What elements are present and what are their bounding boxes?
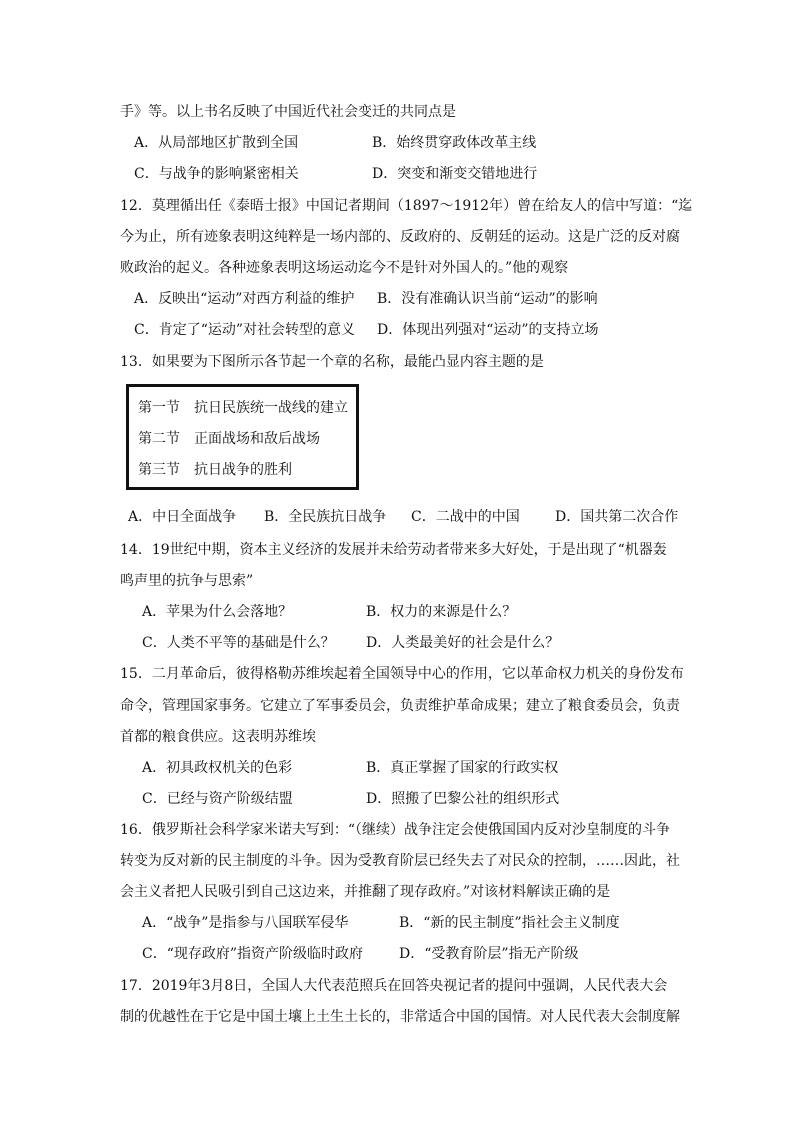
q16-option-a: A．“战争”是指参与八国联军侵华 — [142, 915, 349, 931]
q11-stem-tail: 手》等。以上书名反映了中国近代社会变迁的共同点是 — [120, 104, 456, 120]
q14-stem-line-1: 14．19世纪中期，资本主义经济的发展并未给劳动者带来多大好处，于是出现了“机器轰 — [120, 542, 667, 558]
q12-stem-line-2: 今为止，所有迹象表明这纯粹是一场内部的、反政府的、反朝廷的运动。这是广泛的反对腐 — [120, 229, 680, 245]
q11-option-d: D．突变和渐变交错地进行 — [372, 166, 538, 182]
q16-option-d: D．“受教育阶层”指无产阶级 — [399, 946, 579, 962]
q16-stem-line-2: 转变为反对新的民主制度的斗争。因为受教育阶层已经失去了对民众的控制，……因此，社 — [120, 853, 680, 869]
q15-stem-line-2: 命令，管理国家事务。它建立了军事委员会，负责维护革命成果；建立了粮食委员会，负责 — [120, 698, 680, 714]
q12-stem-line-1: 12．莫理循出任《泰晤士报》中国记者期间（1897～1912年）曾在给友人的信中写道：“迄 — [120, 198, 693, 214]
q13-box-line-1: 第一节 抗日民族统一战线的建立 — [138, 400, 348, 416]
q15-option-d: D．照搬了巴黎公社的组织形式 — [366, 791, 560, 807]
q12-stem-line-3: 败政治的起义。各种迹象表明这场运动迄今不是针对外国人的。”他的观察 — [120, 260, 569, 276]
q14-option-d: D．人类最美好的社会是什么？ — [366, 635, 560, 651]
q12-option-b: B．没有准确认识当前“运动”的影响 — [377, 291, 598, 307]
q13-option-a: A．中日全面战争 — [128, 509, 237, 525]
q14-stem-line-2: 鸣声里的抗争与思索” — [120, 573, 254, 589]
q15-stem-line-1: 15．二月革命后，彼得格勒苏维埃起着全国领导中心的作用，它以革命权力机关的身份发布 — [120, 666, 684, 682]
q15-option-c: C．已经与资产阶级结盟 — [142, 791, 293, 807]
q16-stem-line-3: 会主义者把人民吸引到自己这边来，并推翻了现存政府。”对该材料解读正确的是 — [120, 884, 611, 900]
q14-option-c: C．人类不平等的基础是什么？ — [142, 635, 335, 651]
q13-option-d: D．国共第二次合作 — [555, 509, 679, 525]
q11-option-a: A．从局部地区扩散到全国 — [134, 135, 299, 151]
q17-stem-line-1: 17．2019年3月8日，全国人大代表范照兵在回答央视记者的提问中强调，人民代表大会 — [120, 978, 668, 994]
q15-option-a: A．初具政权机关的色彩 — [142, 760, 293, 776]
q16-stem-line-1: 16．俄罗斯社会科学家米诺夫写到：“（继续）战争注定会使俄国国内反对沙皇制度的斗争 — [120, 822, 670, 838]
q12-option-c: C．肯定了“运动”对社会转型的意义 — [134, 322, 356, 338]
q14-option-b: B．权力的来源是什么？ — [366, 604, 517, 620]
q14-option-a: A．苹果为什么会落地？ — [142, 604, 293, 620]
q13-option-b: B．全民族抗日战争 — [264, 509, 387, 525]
q17-stem-line-2: 制的优越性在于它是中国土壤上土生土长的，非常适合中国的国情。对人民代表大会制度解 — [120, 1009, 680, 1025]
q11-option-b: B．始终贯穿政体改革主线 — [372, 135, 537, 151]
q12-option-a: A．反映出“运动”对西方利益的维护 — [134, 291, 355, 307]
q13-box-line-2: 第二节 正面战场和敌后战场 — [138, 431, 320, 447]
q15-option-b: B．真正掌握了国家的行政实权 — [366, 760, 559, 776]
q13-stem: 13．如果要为下图所示各节起一个章的名称，最能凸显内容主题的是 — [120, 354, 544, 370]
q15-stem-line-3: 首都的粮食供应。这表明苏维埃 — [120, 729, 316, 745]
q13-section-box — [126, 384, 359, 490]
q16-option-b: B．“新的民主制度”指社会主义制度 — [399, 915, 620, 931]
q13-box-line-3: 第三节 抗日战争的胜利 — [138, 462, 292, 478]
q16-option-c: C．“现存政府”指资产阶级临时政府 — [142, 946, 364, 962]
q12-option-d: D．体现出列强对“运动”的支持立场 — [377, 322, 599, 338]
q11-option-c: C．与战争的影响紧密相关 — [134, 166, 299, 182]
q13-option-c: C．二战中的中国 — [411, 509, 520, 525]
